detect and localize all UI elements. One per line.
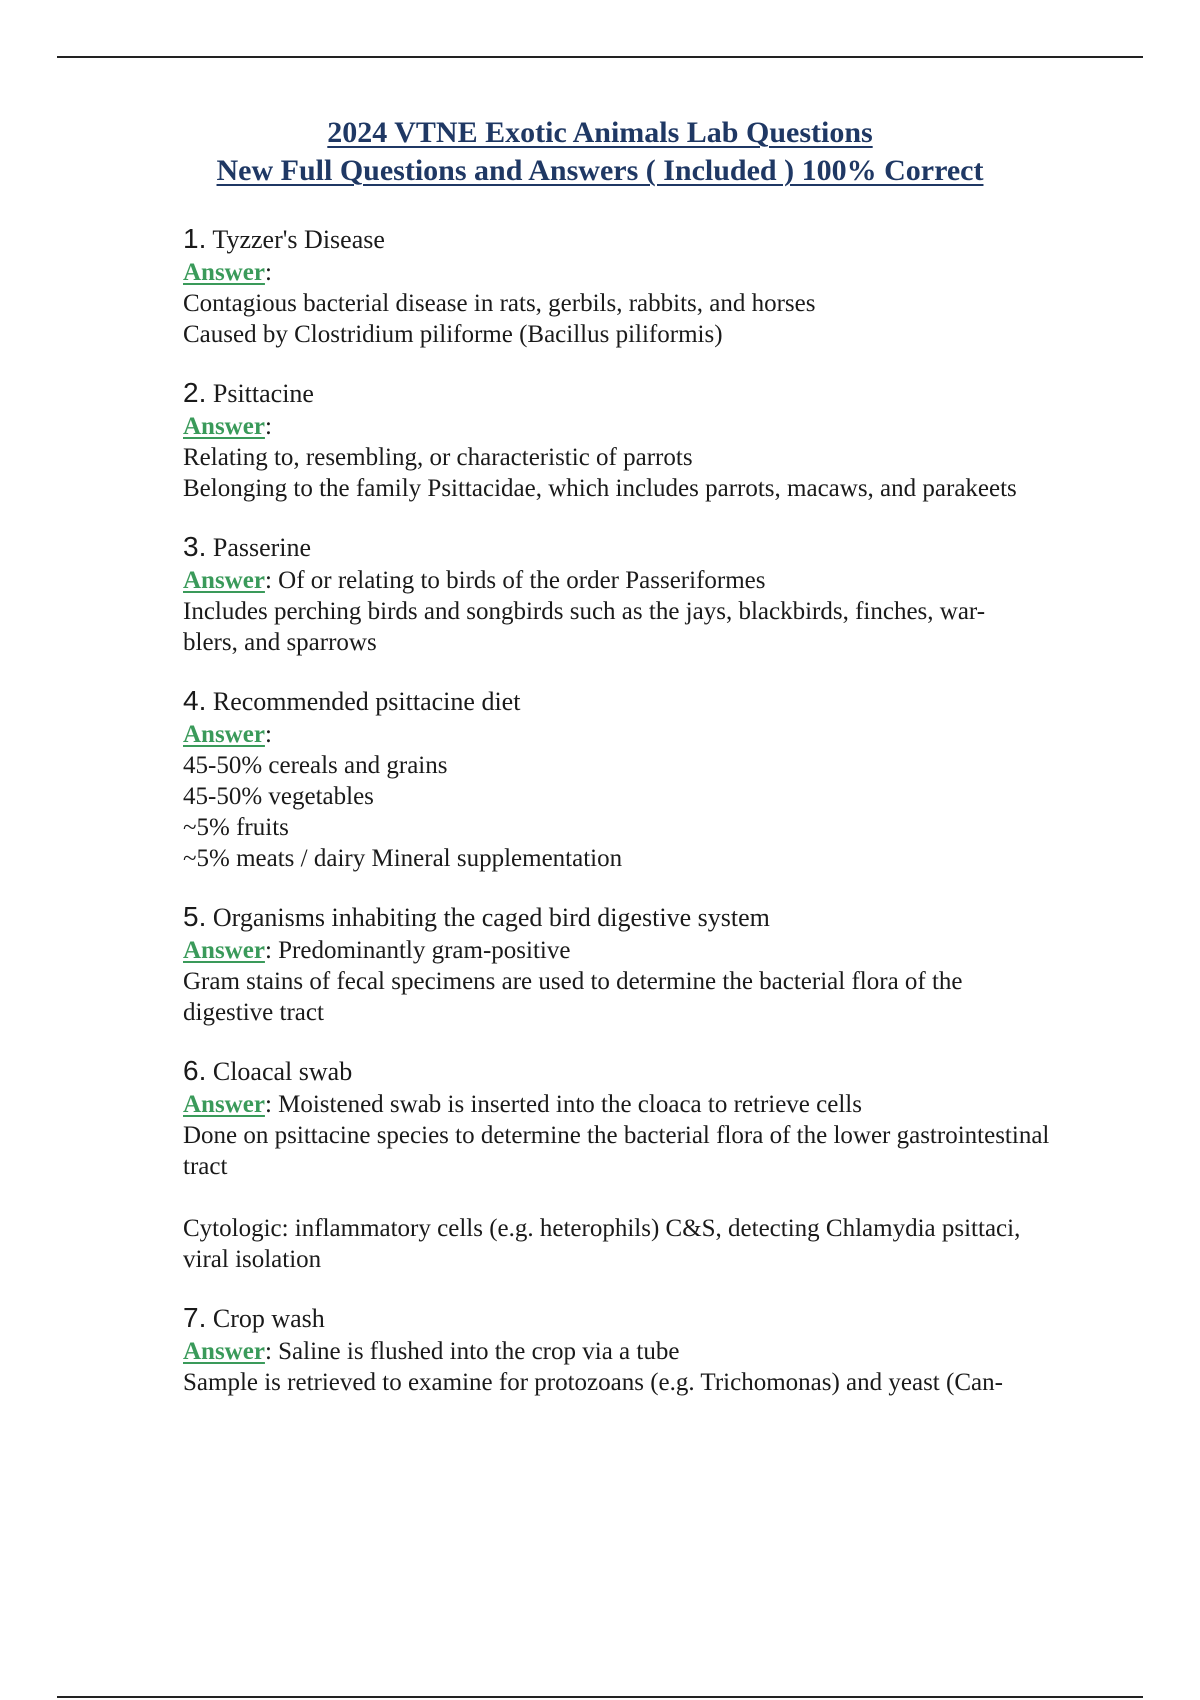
question (183, 684, 1138, 719)
qa-item-3 (183, 530, 1138, 658)
question (183, 1054, 1138, 1089)
answer-inline: : (264, 413, 272, 440)
answer-line: Includes perching birds and songbirds such as the jays, blackbirds, finches, war- (183, 598, 986, 625)
answer-label: Answer (183, 567, 265, 594)
answer-row (183, 935, 1138, 966)
question-number: 2. (183, 377, 207, 408)
answer-label: Answer (183, 413, 265, 440)
qa-item-7 (183, 1301, 1138, 1398)
answer-line: Sample is retrieved to examine for protozoans (e.g. Trichomonas) and yeast (Can- (183, 1369, 1003, 1396)
qa-item-5 (183, 900, 1138, 1028)
answer-line: Caused by Clostridium piliforme (Bacillus piliformis) (183, 321, 723, 348)
answer-label: Answer (183, 259, 265, 286)
question-number: 1. (183, 223, 207, 254)
answer-inline: : Moistened swab is inserted into the cloaca to retrieve cells (264, 1091, 862, 1118)
question-text: Organisms inhabiting the caged bird digestive system (212, 903, 770, 932)
answer-row (183, 1089, 1138, 1120)
answer-line: Done on psittacine species to determine the bacterial flora of the lower gastrointestinal (183, 1122, 1050, 1149)
question-text: Tyzzer's Disease (212, 225, 385, 254)
qa-item-4 (183, 684, 1138, 874)
document-title (0, 114, 1200, 190)
question-number: 7. (183, 1302, 207, 1333)
answer-line: 45-50% vegetables (183, 783, 374, 810)
question-text: Passerine (212, 533, 312, 562)
answer-row (183, 565, 1138, 596)
answer-line: ~5% fruits (183, 814, 289, 841)
question-text: Recommended psittacine diet (212, 687, 521, 716)
answer-label: Answer (183, 1338, 265, 1365)
answer-line: Contagious bacterial disease in rats, gerbils, rabbits, and horses (183, 290, 816, 317)
title-line-2: New Full Questions and Answers ( Included ) 100% Correct (216, 154, 984, 187)
answer-inline: : Predominantly gram-positive (264, 937, 571, 964)
answer-row (183, 719, 1138, 750)
answer-line: tract (183, 1153, 228, 1180)
question-number: 6. (183, 1055, 207, 1086)
qa-list (183, 222, 1138, 1424)
answer-line: 45-50% cereals and grains (183, 752, 448, 779)
question (183, 376, 1138, 411)
question (183, 530, 1138, 565)
answer-row (183, 1336, 1138, 1367)
answer-inline: : (264, 721, 272, 748)
answer-line: Gram stains of fecal specimens are used to determine the bacterial flora of the (183, 968, 963, 995)
answer-row (183, 411, 1138, 442)
qa-item-2 (183, 376, 1138, 504)
answer-line: Belonging to the family Psittacidae, which includes parrots, macaws, and parakeets (183, 475, 1017, 502)
question (183, 1301, 1138, 1336)
bottom-divider (57, 1696, 1143, 1698)
answer-line: ~5% meats / dairy Mineral supplementation (183, 845, 623, 872)
question-number: 3. (183, 531, 207, 562)
title-line-1: 2024 VTNE Exotic Animals Lab Questions (327, 116, 873, 149)
answer-inline: : (264, 259, 272, 286)
question (183, 900, 1138, 935)
question-text: Cloacal swab (212, 1057, 353, 1086)
answer-label: Answer (183, 1091, 265, 1118)
answer-line: viral isolation (183, 1246, 322, 1273)
answer-line: blers, and sparrows (183, 629, 377, 656)
answer-inline: : Saline is flushed into the crop via a tube (264, 1338, 680, 1365)
question-number: 4. (183, 685, 207, 716)
question-number: 5. (183, 901, 207, 932)
question (183, 222, 1138, 257)
answer-label: Answer (183, 937, 265, 964)
question-text: Crop wash (212, 1304, 325, 1333)
qa-item-6 (183, 1054, 1138, 1275)
answer-row (183, 257, 1138, 288)
qa-item-1 (183, 222, 1138, 350)
top-divider (57, 56, 1143, 58)
answer-line: Cytologic: inflammatory cells (e.g. heterophils) C&S, detecting Chlamydia psittaci, (183, 1215, 1021, 1242)
answer-label: Answer (183, 721, 265, 748)
paragraph-spacer (183, 1182, 1138, 1213)
answer-line: Relating to, resembling, or characteristic of parrots (183, 444, 693, 471)
question-text: Psittacine (212, 379, 314, 408)
answer-line: digestive tract (183, 999, 324, 1026)
answer-inline: : Of or relating to birds of the order Passeriformes (264, 567, 766, 594)
